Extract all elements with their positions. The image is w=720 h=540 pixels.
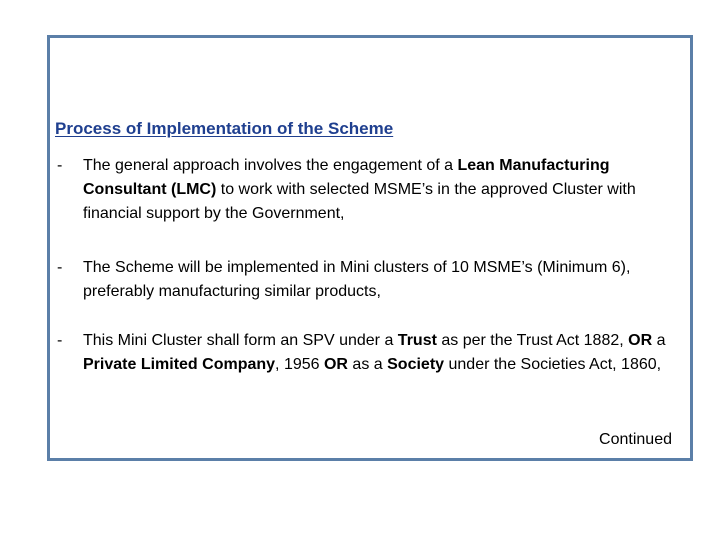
- text-run: to work with selected MSME’s in the approved Cluster with financial support by the Government,: [83, 181, 636, 222]
- text-run: as a: [347, 356, 388, 373]
- slide-frame: [47, 35, 693, 461]
- bold-term: Society: [387, 356, 445, 373]
- bold-term: Private Limited Company: [83, 356, 276, 373]
- text-run: as per the Trust Act 1882,: [436, 332, 629, 349]
- list-item-text: [83, 329, 682, 377]
- list-item: [57, 329, 682, 377]
- list-item-text: [83, 154, 682, 226]
- bold-term: Trust: [397, 332, 437, 349]
- text-run: , 1956: [275, 356, 324, 373]
- list-item-text: [83, 256, 682, 304]
- bullet-dash: -: [57, 259, 63, 276]
- bold-term: OR: [628, 332, 653, 349]
- bullet-dash: -: [57, 157, 63, 174]
- bullet-dash: -: [57, 332, 63, 349]
- text-run: a: [652, 332, 666, 349]
- text-run: The Scheme will be implemented in Mini clusters of 10 MSME’s (Minimum 6), preferably manufacturing similar products,: [83, 259, 631, 300]
- continued-label: Continued: [599, 431, 672, 448]
- bold-term: Lean Manufacturing Consultant (LMC): [83, 157, 610, 198]
- text-run: under the Societies Act, 1860,: [444, 356, 662, 373]
- bold-term: OR: [323, 356, 348, 373]
- text-run: This Mini Cluster shall form an SPV under a: [83, 332, 398, 349]
- page-title: Process of Implementation of the Scheme: [55, 119, 394, 138]
- list-item: [57, 154, 682, 226]
- text-run: The general approach involves the engagement of a: [83, 157, 458, 174]
- list-item: [57, 256, 682, 304]
